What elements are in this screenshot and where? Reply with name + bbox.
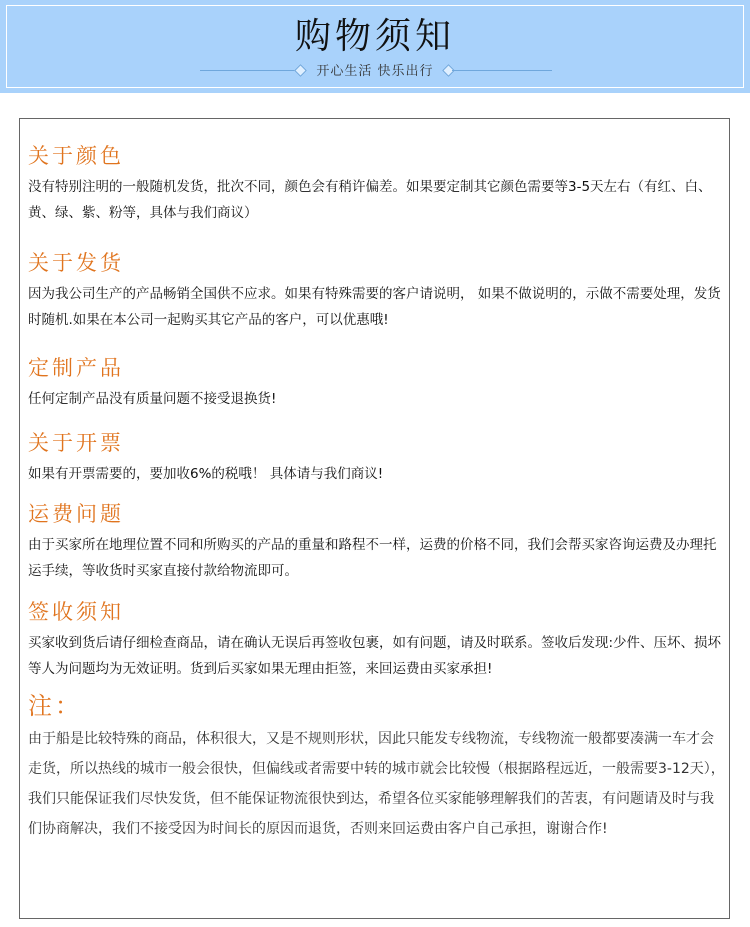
section-freight xyxy=(28,500,726,584)
section-title: 关于颜色 xyxy=(28,144,124,168)
section-body: 买家收到货后请仔细检查商品，请在确认无误后再签收包裹，如有问题，请及时联系。签收后发现:少件、压坏、损坏等人为问题均为无效证明。货到后买家如果无理由拒签，来回运费由买家承担! xyxy=(28,635,722,677)
page-subtitle: 开心生活 快乐出行 xyxy=(316,64,434,79)
section-title: 关于开票 xyxy=(28,431,124,455)
section-title: 运费问题 xyxy=(28,502,124,526)
section-body: 由于买家所在地理位置不同和所购买的产品的重量和路程不一样，运费的价格不同，我们会帮买家咨询运费及办理托运手续，等收货时买家直接付款给物流即可。 xyxy=(28,537,717,579)
section-title: 定制产品 xyxy=(28,356,124,380)
section-invoice xyxy=(28,429,726,487)
page-title: 购物须知 xyxy=(294,16,455,57)
section-body: 没有特别注明的一般随机发货，批次不同，颜色会有稍许偏差。如果要定制其它颜色需要等3-5天左右（有红、白、黄、绿、紫、粉等，具体与我们商议） xyxy=(28,179,712,221)
section-shipping xyxy=(28,249,726,333)
section-custom xyxy=(28,354,726,412)
section-body: 如果有开票需要的，要加收6%的税哦！ 具体请与我们商议! xyxy=(28,466,384,482)
section-note xyxy=(28,692,726,844)
note-title: 注： xyxy=(28,692,82,720)
section-title: 关于发货 xyxy=(28,251,124,275)
note-body: 由于船是比较特殊的商品，体积很大，又是不规则形状，因此只能发专线物流，专线物流一般都要凑满一车才会走货，所以热线的城市一般会很快，但偏线或者需要中转的城市就会比较慢（根据路程远近，一般需要3-12天），我们只能保证我们尽快发货，但不能保证物流很快到达，希望各位买家能够理解我们的苦衷，有问题请及时与我们协商解决，我们不接受因为时间长的原因而退货，否则来回运费由客户自己承担，谢谢合作! xyxy=(28,731,725,837)
decorative-line-right xyxy=(452,70,552,71)
section-color xyxy=(28,142,726,226)
section-title: 签收须知 xyxy=(28,600,124,624)
section-body: 因为我公司生产的产品畅销全国供不应求。如果有特殊需要的客户请说明， 如果不做说明的，示做不需要处理，发货时随机.如果在本公司一起购买其它产品的客户，可以优惠哦! xyxy=(28,286,721,328)
section-receipt xyxy=(28,598,726,682)
header-banner xyxy=(0,0,750,93)
section-body: 任何定制产品没有质量问题不接受退换货! xyxy=(28,391,277,407)
